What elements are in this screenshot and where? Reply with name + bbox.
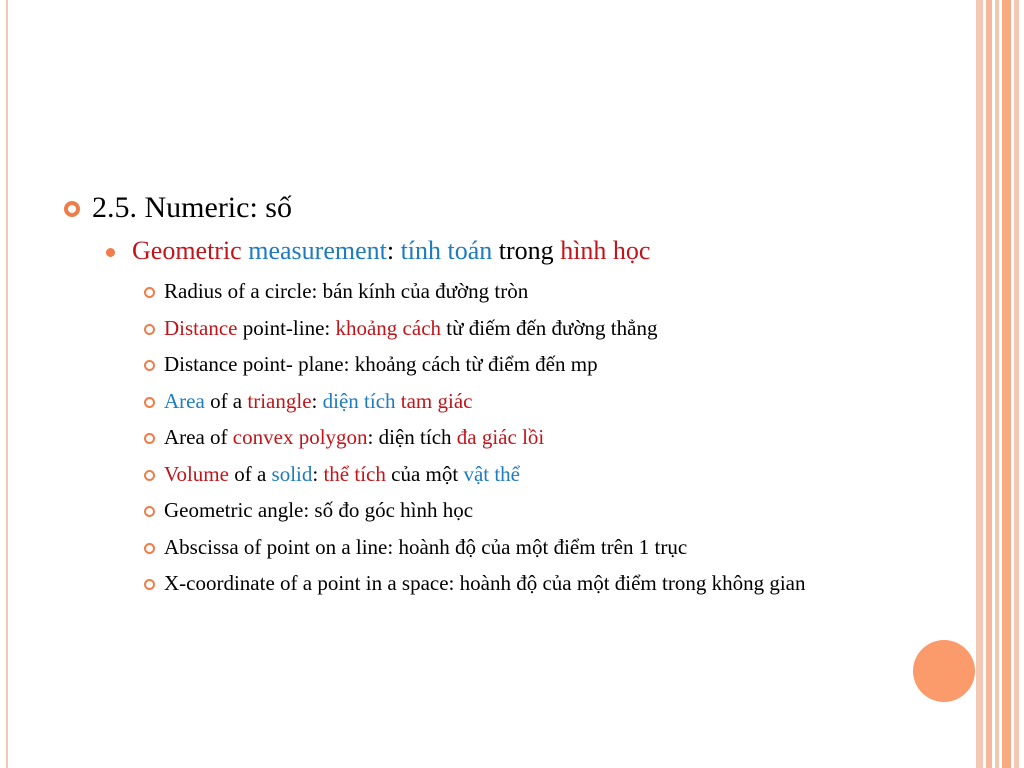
- list-item-segment: thể tích: [323, 461, 386, 486]
- subheading-bullet: [106, 234, 650, 268]
- heading-text: 2.5. Numeric: số: [92, 191, 292, 224]
- list-item: [142, 495, 872, 525]
- list-item-segment: Distance: [164, 315, 238, 340]
- list-item-segment: solid: [271, 461, 313, 486]
- subheading-segment: Geometric: [132, 236, 242, 265]
- list-item-segment: convex polygon: [232, 425, 368, 449]
- list-item-segment: triangle: [247, 388, 312, 413]
- list-item-segment: diện tích: [322, 388, 396, 413]
- list-item: [142, 276, 872, 306]
- list-item-segment: Geometric angle: số đo góc hình học: [164, 498, 474, 522]
- list-item-segment: Distance point- plane: khoảng cách từ điểm đến mp: [164, 352, 598, 376]
- subheading-segment: tính toán: [400, 236, 493, 265]
- subheading-text: [106, 236, 650, 265]
- list-item-segment: : diện tích: [367, 425, 457, 449]
- stripe: [1002, 0, 1011, 768]
- list-item-segment: vật thể: [463, 461, 520, 486]
- subheading-segment: trong: [492, 236, 561, 265]
- list-item-segment: của một: [385, 461, 464, 486]
- ring-bullet-icon: [144, 543, 155, 554]
- ring-bullet-icon: [144, 579, 155, 590]
- list-item-segment: X-coordinate of a point in a space: hoành độ của một điểm trong không gian: [164, 571, 806, 595]
- heading-bullet: [64, 190, 292, 226]
- ring-bullet-icon: [144, 397, 155, 408]
- list-item: [142, 386, 872, 416]
- term-list: [142, 276, 872, 605]
- stripe: [986, 0, 992, 768]
- list-item-segment: :: [311, 388, 323, 413]
- list-item-segment: Volume: [164, 461, 229, 486]
- list-item: [142, 349, 872, 379]
- ring-bullet-icon: [144, 433, 155, 444]
- list-item-segment: Radius of a circle: bán kính của đường tròn: [164, 279, 529, 303]
- ring-bullet-icon: [144, 470, 155, 481]
- list-item: [142, 422, 872, 452]
- dot-bullet-icon: [106, 248, 115, 257]
- list-item-segment: of a: [228, 461, 272, 486]
- list-item: [142, 459, 872, 489]
- subheading-segment: measurement: [248, 236, 387, 265]
- list-item-segment: Area: [164, 388, 205, 413]
- decorative-stripes: [978, 0, 1024, 768]
- subheading-segment: hình học: [560, 236, 651, 265]
- ring-bullet-icon: [144, 360, 155, 371]
- list-item-segment: Area of: [164, 425, 233, 449]
- stripe: [1014, 0, 1019, 768]
- ring-bullet-icon: [64, 201, 80, 217]
- stripe: [995, 0, 999, 768]
- list-item-segment: đa giác lồi: [456, 425, 545, 449]
- list-item-segment: Abscissa of point on a line: hoành độ của một điểm trên 1 trục: [164, 534, 688, 559]
- list-item: [142, 568, 872, 598]
- list-item: [142, 313, 872, 343]
- list-item-segment: point-line:: [237, 315, 336, 340]
- list-item: [142, 532, 872, 562]
- decorative-circle: [913, 640, 975, 702]
- ring-bullet-icon: [144, 324, 155, 335]
- stripe: [978, 0, 983, 768]
- list-item-segment: of a: [204, 388, 248, 413]
- list-item-segment: :: [312, 461, 324, 486]
- ring-bullet-icon: [144, 506, 155, 517]
- list-item-segment: từ điếm đến đường thẳng: [441, 315, 658, 340]
- list-item-segment: khoảng cách: [335, 315, 442, 340]
- subheading-segment: :: [386, 236, 401, 265]
- list-item-segment: tam giác: [400, 388, 473, 413]
- ring-bullet-icon: [144, 287, 155, 298]
